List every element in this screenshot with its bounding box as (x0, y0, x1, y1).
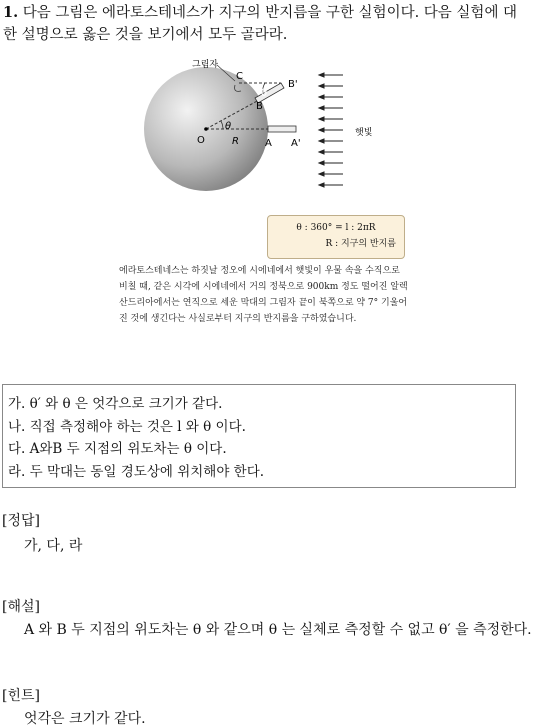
question-text: 다음 그림은 에라토스테네스가 지구의 반지름을 구한 실험이다. 다음 실험에 대한 설명으로 옳은 것을 보기에서 모두 골라라. (3, 5, 518, 43)
sunlight-label: 햇빛 (355, 128, 373, 138)
option-da: 다. A와B 두 지점의 위도차는 θ 이다. (8, 441, 227, 457)
stick-B (255, 83, 284, 103)
option-ra: 라. 두 막대는 동일 경도상에 위치해야 한다. (8, 463, 265, 480)
point-A: A (265, 138, 272, 149)
sunlight-arrows (319, 73, 343, 187)
stick-A (268, 126, 296, 132)
theta-label: θ (225, 121, 232, 132)
center-point (204, 127, 208, 131)
explanation-text: A 와 B 두 지점의 위도차는 θ 와 같으며 θ 는 실체로 측정할 수 없고 θ′ 을 측정한다. (24, 622, 532, 638)
earth-diagram (135, 55, 410, 215)
option-ga: 가. θ′ 와 θ 은 엇각으로 크기가 같다. (8, 396, 223, 412)
question-number: 1. (3, 4, 19, 21)
figure-description: 에라토스테네스는 하짓날 정오에 시에네에서 햇빛이 우물 속을 수직으로 비칠 때, 같은 시각에 시에네에서 거의 정북으로 900km 정도 떨어진 알렉산드리아에서는 연직으로 세운 막대의 그림자 끝이 북쪽으로 약 7° 기울어진 것에 생긴다는 사실로부터 지구의 반지름을 구하였습니다. (119, 266, 408, 324)
point-B: B (256, 101, 263, 112)
point-O: O (197, 135, 205, 146)
point-A-prime: A' (291, 138, 301, 149)
radius-label: R (232, 136, 239, 147)
hint-text: 엇각은 크기가 같다. (24, 711, 146, 727)
point-B-prime: B' (288, 79, 298, 90)
answer-heading: [정답] (2, 513, 40, 529)
formula-line1: θ : 360° = l : 2πR (296, 223, 376, 233)
formula-line2: R : 지구의 반지름 (325, 239, 396, 249)
theta-prime-label: θ (261, 88, 268, 99)
option-na: 나. 직접 측정해야 하는 것은 l 와 θ 이다. (8, 418, 246, 435)
question (3, 2, 531, 46)
hint-heading: [힌트] (2, 688, 40, 704)
shadow-label: 그림자 (192, 60, 219, 70)
formula-box (267, 215, 405, 259)
answer-text: 가, 다, 라 (24, 538, 83, 554)
options-box (2, 384, 516, 488)
explanation-heading: [해설] (2, 599, 40, 615)
point-C: C (236, 71, 243, 82)
